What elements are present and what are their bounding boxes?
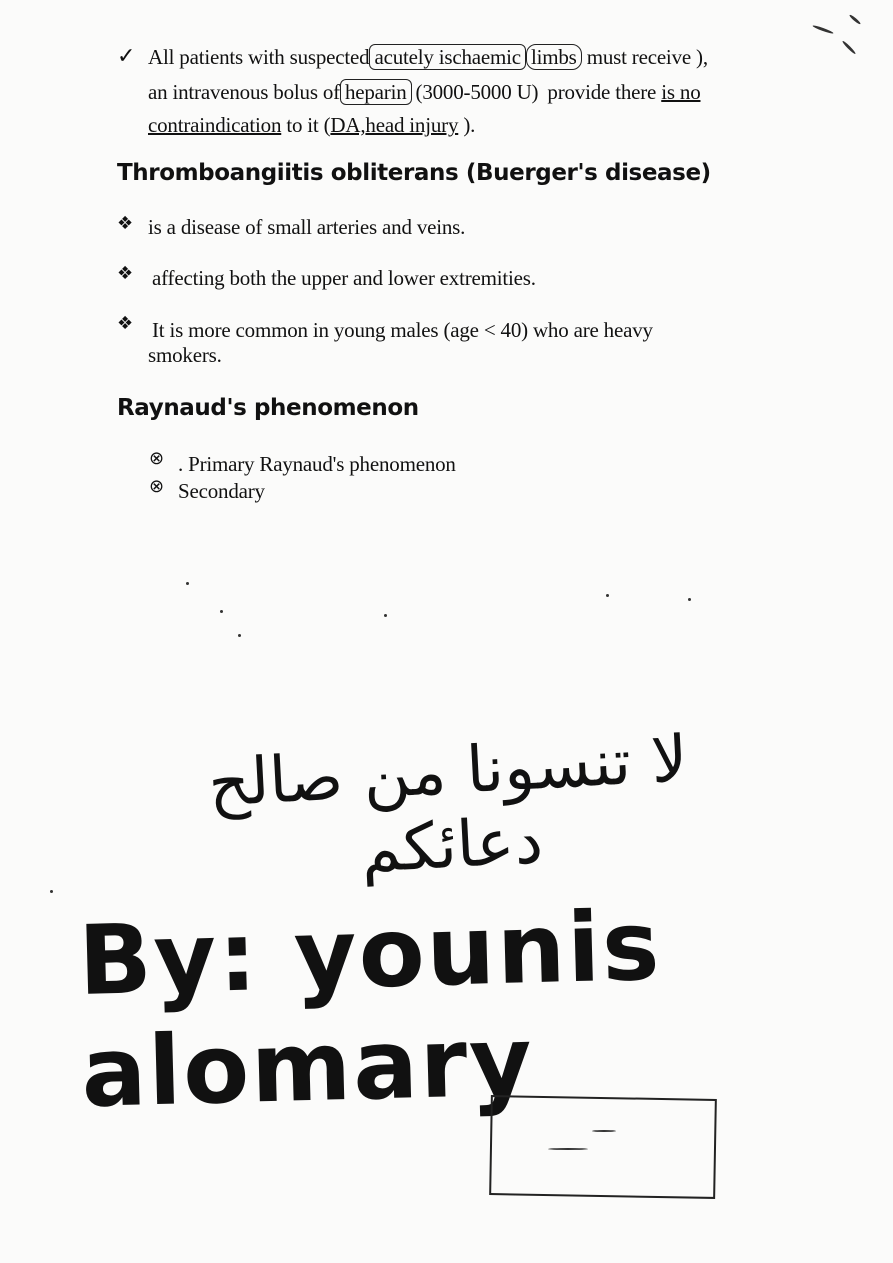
diamond-bullet-icon: ❖ [117, 213, 134, 234]
scan-speck [220, 610, 223, 613]
check-mark-icon: ✓ [117, 44, 136, 69]
heparin-line-2 [148, 80, 701, 105]
scan-speck [548, 1148, 588, 1150]
list-item: It is more common in young males (age < 40) who are heavy [152, 318, 653, 342]
stamp-box [489, 1095, 717, 1199]
scan-speck [50, 890, 53, 893]
scan-speck [238, 634, 241, 637]
scan-speck [688, 598, 691, 601]
text-segment: All patients with suspected [148, 45, 370, 69]
text-segment: to it ( [286, 113, 331, 137]
list-item: Secondary [178, 479, 265, 503]
circled-cross-icon: ⊗ [149, 448, 165, 469]
boxed-term: limbs [526, 44, 582, 70]
heparin-line-3 [148, 113, 475, 138]
dose-text: (3000-5000 U) [415, 80, 539, 104]
scan-speck [849, 14, 862, 25]
list-item: . Primary Raynaud's phenomenon [178, 452, 456, 476]
scan-speck [606, 594, 609, 597]
text-segment: an intravenous bolus of [148, 80, 340, 104]
text-segment: ). [463, 113, 476, 137]
underlined-text: DA, [330, 113, 366, 137]
list-item-continuation: smokers. [148, 343, 222, 367]
section-heading-raynaud: Raynaud's phenomenon [117, 395, 419, 421]
list-item: affecting both the upper and lower extremities. [152, 266, 536, 290]
underlined-text: contraindication [148, 113, 282, 137]
scan-speck [842, 40, 857, 55]
scan-speck [812, 24, 834, 34]
underlined-text: head injury [365, 113, 459, 137]
circled-cross-icon: ⊗ [149, 476, 165, 497]
list-item: is a disease of small arteries and veins. [148, 215, 466, 239]
scan-speck [186, 582, 189, 585]
arabic-handwriting: لا تنسونا من صالح دعائكم [206, 722, 690, 888]
author-signature: By: younis alomary [77, 889, 663, 1129]
boxed-term: acutely ischaemic [369, 44, 525, 70]
boxed-term: heparin [340, 79, 412, 105]
scan-speck [384, 614, 387, 617]
section-heading-buerger: Thromboangiitis obliterans (Buerger's disease) [117, 160, 711, 186]
diamond-bullet-icon: ❖ [117, 313, 134, 334]
heparin-line-1 [148, 45, 708, 70]
underlined-text: is no [661, 80, 701, 104]
text-segment: must receive ), [586, 45, 708, 69]
text-segment: provide there [547, 80, 657, 104]
scan-speck [592, 1130, 616, 1132]
diamond-bullet-icon: ❖ [117, 263, 134, 284]
